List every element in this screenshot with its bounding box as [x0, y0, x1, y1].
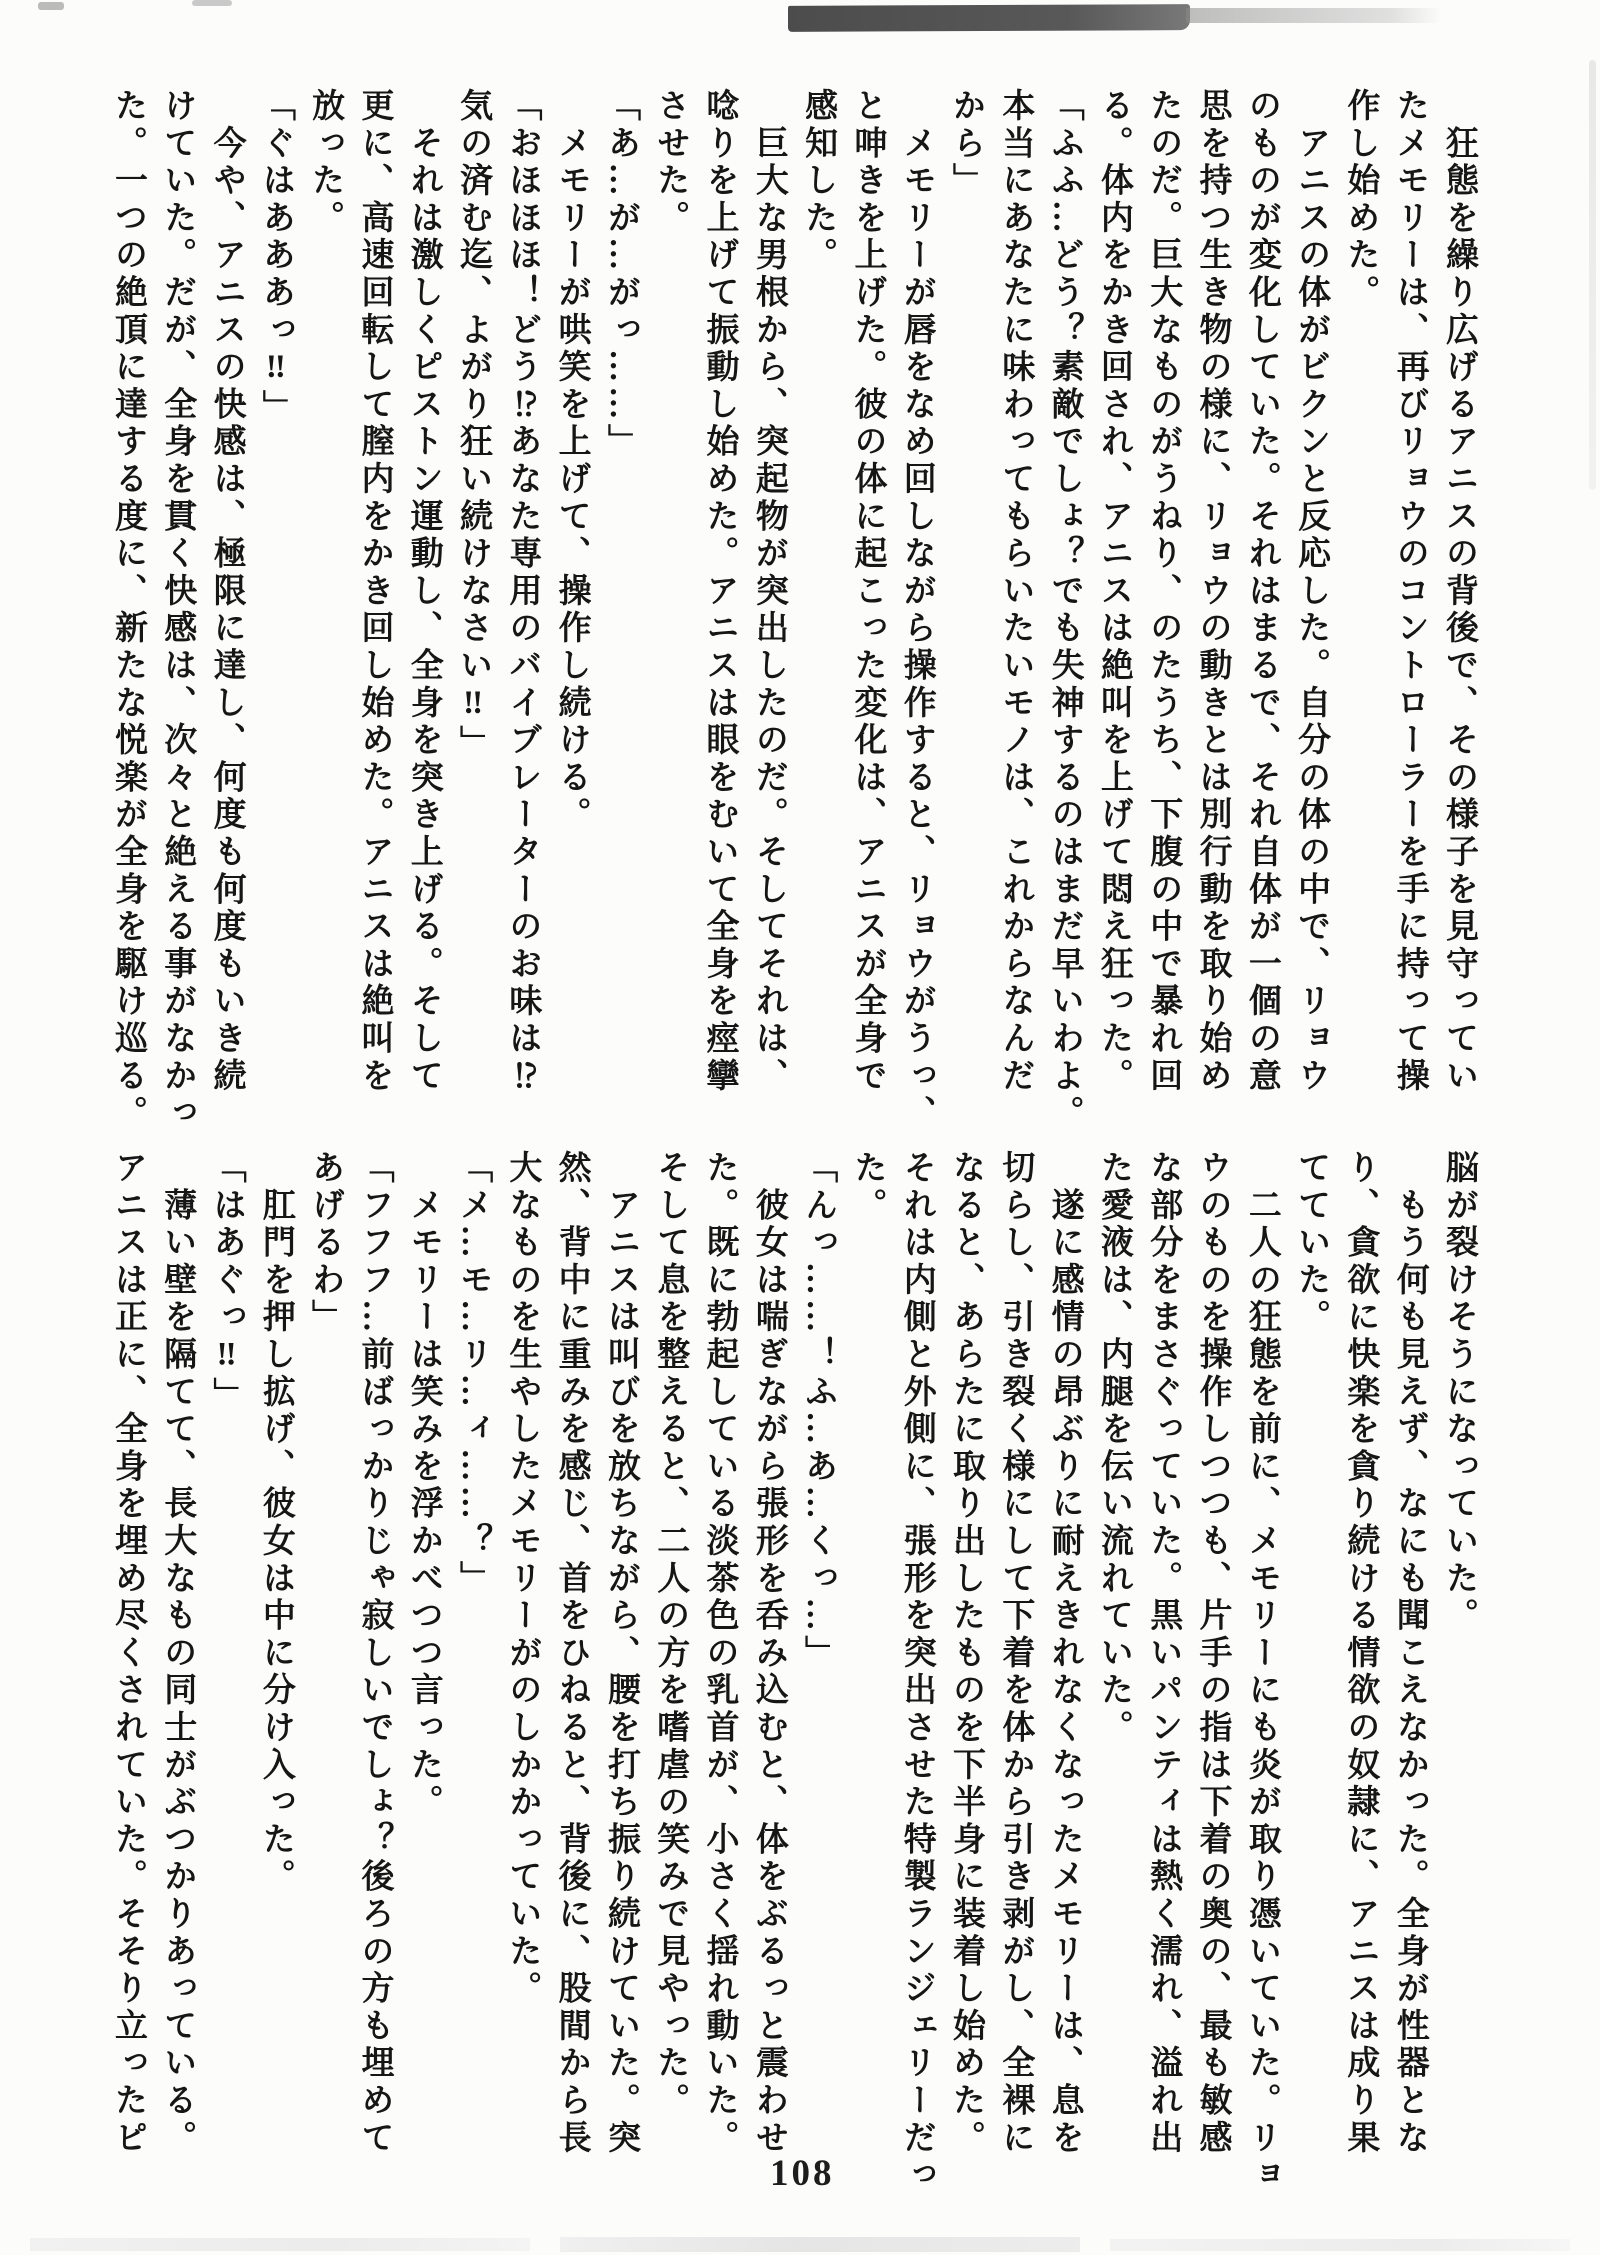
text-column: 「ふふ…どう？素敵でしょ？でも失神するのはまだ早いわよ。 — [1046, 88, 1083, 1133]
text-column: る。体内をかき回され、アニスは絶叫を上げて悶え狂った。 — [1095, 88, 1132, 1096]
text-column: 巨大な男根から、突起物が突出したのだ。そしてそれは、 — [750, 88, 787, 1096]
text-column: 放った。 — [307, 88, 344, 238]
text-column: メモリーが唇をなめ回しながら操作すると、リョウがうっ、 — [898, 88, 935, 1133]
text-column: 「おほほほ！どう⁉あなた専用のバイブレーターのお味は⁉ — [504, 88, 541, 1096]
text-column: 大なものを生やしたメモリーがのしかかっていた。 — [504, 1150, 541, 2008]
text-column: た。一つの絶頂に達する度に、新たな悦楽が全身を駆け巡る。 — [109, 88, 146, 1133]
text-column: 唸りを上げて振動し始めた。アニスは眼をむいて全身を痙攣 — [701, 88, 738, 1096]
text-column: 更に、高速回転して膣内をかき回し始めた。アニスは絶叫を — [356, 88, 393, 1096]
text-column: 今や、アニスの快感は、極限に達し、何度も何度もいき続 — [208, 88, 245, 1096]
text-column: もう何も見えず、なにも聞こえなかった。全身が性器とな — [1391, 1150, 1428, 2158]
scan-artifact-bottom-band — [30, 2238, 530, 2251]
text-column: なると、あらたに取り出したものを下半身に装着し始めた。 — [948, 1150, 985, 2158]
text-column: メモリーが哄笑を上げて、操作し続ける。 — [553, 88, 590, 834]
text-column: 遂に感情の昂ぶりに耐えきれなくなったメモリーは、息を — [1046, 1150, 1083, 2158]
text-column: アニスは叫びを放ちながら、腰を打ち振り続けていた。突 — [602, 1150, 639, 2158]
text-column: 気の済む迄、よがり狂い続けなさい‼」 — [455, 88, 492, 763]
text-column: た愛液は、内腿を伝い流れていた。 — [1095, 1150, 1132, 1747]
text-column: ウのものを操作しつつも、片手の指は下着の奥の、最も敏感 — [1194, 1150, 1231, 2158]
text-column: 作し始めた。 — [1342, 88, 1379, 312]
scan-artifact-bottom-band — [1110, 2239, 1570, 2251]
text-column: 肛門を押し拡げ、彼女は中に分け入った。 — [257, 1150, 294, 1896]
text-column: 「メ…モ…リ…ィ……？」 — [455, 1150, 492, 1598]
text-column: あげるわ」 — [307, 1150, 344, 1337]
text-column: 「はあぐっ‼」 — [208, 1150, 245, 1415]
text-column: てていた。 — [1293, 1150, 1330, 1337]
text-column: た。 — [849, 1150, 886, 1225]
text-column: 狂態を繰り広げるアニスの背後で、その様子を見守ってい — [1441, 88, 1477, 1096]
page-number: 108 — [770, 2153, 835, 2194]
text-block-bottom — [103, 1150, 1483, 2198]
text-column: たメモリーは、再びリョウのコントローラーを手に持って操 — [1391, 88, 1428, 1096]
text-column: 彼女は喘ぎながら張形を呑み込むと、体をぶるっと震わせ — [750, 1150, 787, 2158]
text-column: と呻きを上げた。彼の体に起こった変化は、アニスが全身で — [849, 88, 886, 1096]
text-column: 「フフフ…前ばっかりじゃ寂しいでしょ？後ろの方も埋めて — [356, 1150, 393, 2158]
scan-artifact-speck — [38, 2, 64, 10]
text-column: させた。 — [652, 88, 689, 238]
scan-artifact-bottom-band — [560, 2237, 1080, 2252]
text-column: そして息を整えると、二人の方を嗜虐の笑みで見やった。 — [652, 1150, 689, 2120]
text-column: から」 — [948, 88, 985, 200]
text-column: 「んっ……！ふ…あ…くっ…」 — [800, 1150, 837, 1673]
text-column: それは内側と外側に、張形を突出させた特製ランジェリーだっ — [898, 1150, 935, 2195]
text-column: 本当にあなたに味わってもらいたいモノは、これからなんだ — [997, 88, 1034, 1096]
text-column: メモリーは笑みを浮かべつつ言った。 — [405, 1150, 442, 1822]
text-column: けていた。だが、全身を貫く快感は、次々と絶える事がなかっ — [159, 88, 196, 1133]
text-column: のものが変化していた。それはまるで、それ自体が一個の意 — [1243, 88, 1280, 1096]
scan-artifact-top-streak — [788, 4, 1190, 32]
text-column: 思を持つ生き物の様に、リョウの動きとは別行動を取り始め — [1194, 88, 1231, 1096]
text-column: 切らし、引き裂く様にして下着を体から引き剥がし、全裸に — [997, 1150, 1034, 2158]
text-column: それは激しくピストン運動し、全身を突き上げる。そして — [405, 88, 442, 1096]
text-column: た。既に勃起している淡茶色の乳首が、小さく揺れ動いた。 — [701, 1150, 738, 2158]
text-column: り、貪欲に快楽を貪り続ける情欲の奴隷に、アニスは成り果 — [1342, 1150, 1379, 2158]
scan-artifact-right-edge — [1589, 60, 1596, 490]
text-column: たのだ。巨大なものがうねり、のたうち、下腹の中で暴れ回 — [1145, 88, 1182, 1096]
text-column: 二人の狂態を前に、メモリーにも炎が取り憑いていた。リョ — [1243, 1150, 1280, 2195]
scan-artifact-top-streak-fade — [1186, 8, 1442, 23]
text-column: な部分をまさぐっていた。黒いパンティは熱く濡れ、溢れ出 — [1145, 1150, 1182, 2158]
text-column: 脳が裂けそうになっていた。 — [1441, 1150, 1477, 1635]
scan-artifact-speck — [192, 0, 232, 6]
text-column: 「ぐはあああっ‼」 — [257, 88, 294, 427]
text-block-top — [103, 88, 1483, 1136]
text-column: 薄い壁を隔てて、長大なもの同士がぶつかりあっている。 — [159, 1150, 196, 2158]
text-column: アニスは正に、全身を埋め尽くされていた。そそり立ったピ — [109, 1150, 146, 2158]
text-column: 「あ…が…がっ……」 — [602, 88, 639, 461]
text-column: 然、背中に重みを感じ、首をひねると、背後に、股間から長 — [553, 1150, 590, 2158]
text-column: アニスの体がビクンと反応した。自分の体の中で、リョウ — [1293, 88, 1330, 1096]
text-column: 感知した。 — [800, 88, 837, 275]
